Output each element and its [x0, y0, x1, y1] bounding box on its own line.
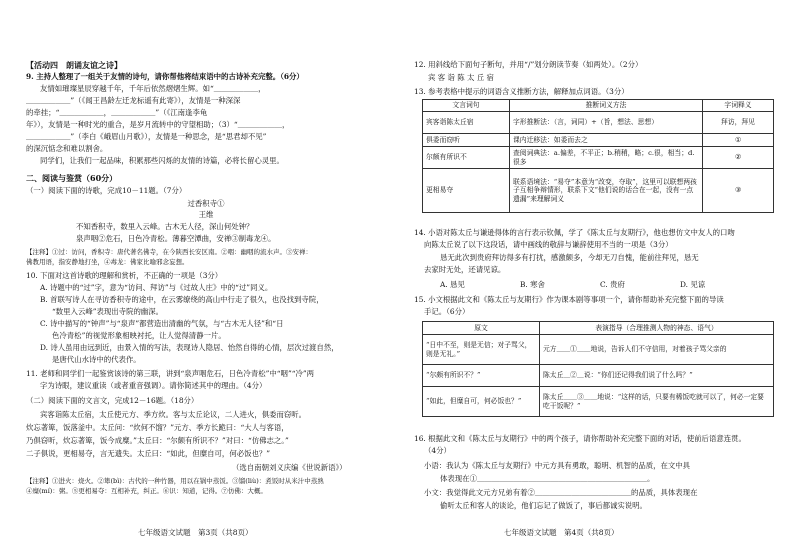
table-cell: “日中不至，则是无信；对子骂父，则是无礼。”	[423, 335, 540, 365]
question-10-option-d-cont: 是唐代山水诗中的代表作。	[52, 355, 141, 364]
question-10-option-c: C. 诗中描写的“钟声”与“泉声”都营造出清幽的气氛，与“古木无人径”和“日	[40, 319, 284, 328]
question-11-stem: 11. 老师和同学们一起鉴赏该诗的第三联，讲到“泉声咽危石，日色冷青松”中“咽”“冷”两	[26, 369, 315, 378]
table-row	[423, 365, 774, 387]
classical-text-line: 二子俱说，更相易夺，言无遗失。太丘曰：“如此，但糜自可，何必饭也？”	[26, 449, 271, 458]
table-row	[423, 112, 774, 134]
question-14-passage: 恳无此次到贵府拜访得多有打扰，感激颇多，今却无刀自愧，能前往拜见，恳无	[440, 253, 699, 262]
question-11-stem-cont: 字为诗眼，建议重读（或者重音强调）。请你简述其中的理由。（4分）	[40, 381, 267, 390]
activity-title: 【活动四 朗诵友谊之诗】	[26, 60, 122, 70]
classical-text-notes: ④糜(mí)：粥。⑤更相易夺：互相补充，纠正。⑥识：知道，记得。⑦仿佛：大概。	[26, 487, 267, 495]
dialogue-line: 小语：我认为《陈太丘与友期行》中元方具有勇敢，聪明、机智的品质，在文中具	[424, 461, 691, 470]
table-cell: 课内迁移法：如委而去之	[510, 134, 703, 147]
question-14-passage: 去家时无处，还请见谅。	[424, 265, 506, 274]
question-9-text: 友情如璀璨星辰穿越千年，千年后依然熠熠生辉。如“＿＿＿＿＿＿，	[40, 84, 266, 93]
answer-blank-2[interactable]: 陈太丘＿②＿说：“你们还记得我们说了什么吗？”	[540, 365, 774, 387]
table-cell: 字形推断法：（言，词同）+（旨，想法、思想）	[510, 112, 703, 134]
dialogue-line[interactable]: 小文：我觉得此文元方兄弟有着②＿＿＿＿＿＿＿＿＿＿＿＿＿的品质，具体表现在	[424, 488, 698, 497]
table-row	[423, 387, 774, 417]
answer-blank-1[interactable]: ①	[703, 134, 774, 147]
table-row	[423, 134, 774, 147]
question-10-stem: 10. 下面对这首诗歌的理解和赏析，不正确的一项是（3分）	[26, 271, 223, 280]
part-2-heading: （二）阅读下面的文言文，完成12－16题。（18分）	[26, 396, 199, 405]
question-13-table	[422, 99, 774, 213]
table-cell: 拜访，拜见	[703, 112, 774, 134]
poem-title: 过香积寺①	[187, 199, 225, 208]
question-14-option-d[interactable]: D. 见谅	[680, 280, 706, 289]
answer-blank-3[interactable]: ③	[703, 169, 774, 213]
exam-page-4	[400, 0, 794, 551]
question-9-text: 年》），友情是一种时光的重合，是岁月流转中的守望相助；（3）“＿＿＿＿＿＿，	[26, 120, 290, 129]
section-2-heading: 二、阅读与鉴赏（60分）	[26, 173, 118, 183]
question-15-table	[422, 321, 774, 417]
question-9-stem: 9. 主持人整理了一组关于友情的诗句，请你帮他将结束语中的古诗补充完整。（6分）	[26, 72, 304, 81]
poem-line: 不知香积寺，数里入云峰。古木无人径，深山何处钟？	[76, 222, 254, 231]
table-cell: “如此，但糜自可，何必饭也？”	[423, 387, 540, 417]
answer-blank-3[interactable]: 陈太丘＿＿③＿＿地说：“这样的话，只要有稀饭吃就可以了，何必一定要吃干饭呢？”	[540, 387, 774, 417]
table-cell: “尔颇有所识不？”	[423, 365, 540, 387]
question-14-stem-cont: 向陈太丘说了以下这段话，请中画线的敬辞与谦辞使用不当的一项是（3分）	[424, 240, 673, 249]
table-row	[423, 147, 774, 169]
table-cell: 查阅词典法：a.偏差，不平正；b.稍稍，略；c.很，相当；d.很多	[510, 147, 703, 169]
table-row	[423, 335, 774, 365]
poem-notes: 佛教用语，指安静地打坐，④毒龙：佛家比喻邪念妄想。	[26, 258, 189, 266]
question-12-stem: 12. 用斜线给下面句子断句，并用“/”划分朗读节奏（如两处）。（2分）	[414, 60, 643, 69]
question-9-text: 的牵挂；“＿＿＿＿＿＿，＿＿＿＿＿＿”（《江南逢李龟	[26, 108, 208, 117]
question-10-option-a: A. 诗题中的“过”字，意为“访问、拜访”与《过故人庄》中的“过”同义。	[40, 283, 273, 292]
question-9-text: 同学们，让我们一起品味，积累那些闪烁的友情的诗篇，必将长留心灵里。	[40, 156, 284, 165]
question-10-option-b: B. 首联写诗人在寻访香积寺的途中，在云雾缭绕的高山中行走了很久，也没找到寺院，	[40, 295, 324, 304]
table-header: 推断词义方法	[510, 100, 703, 112]
question-9-text: ＿＿＿＿＿＿”（《闻王昌龄左迁龙标遥有此寄》），友情是一种深深	[26, 96, 241, 105]
table-header: 文言词句	[423, 100, 510, 112]
table-cell: 宾客诣陈太丘宿	[423, 112, 510, 134]
table-row	[423, 169, 774, 213]
question-10-option-b-cont: “数里入云峰”表现出寺院的幽深。	[52, 307, 164, 316]
answer-blank-2[interactable]: ②	[703, 147, 774, 169]
classical-text-line: 乃俱窃听，炊忘著箄，饭今成糜。”太丘曰：“尔颇有所识不？”对曰：“仿佛志之。”	[26, 436, 289, 445]
question-10-option-c-cont: 色冷青松”的视觉形象相映衬托，让人觉得清静一片。	[52, 331, 226, 340]
page-footer: 七年级语文试题 第3页（共8页）	[138, 528, 253, 537]
table-cell: 联系语境法：“易夺”本意为“改变，夺取”，这里可以联想两孩子互相争辩情形，联系下文“他们说的话合在一起，没有一点遗漏”来理解词义	[510, 169, 703, 213]
question-9-text: 的深沉惦念和难以割舍。	[26, 144, 108, 153]
classical-text-line: 宾客诣陈太丘宿，太丘使元方、季方炊。客与太丘论议，二人进火，俱委而窃听。	[40, 410, 307, 419]
table-header: 原文	[423, 322, 540, 335]
page-footer: 七年级语文试题 第4页（共8页）	[504, 528, 619, 537]
table-header: 字词释义	[703, 100, 774, 112]
table-header: 表演指导（合理推测人物的神态、语气）	[540, 322, 774, 335]
question-15-stem: 15. 小文根据此文和《陈太丘与友期行》作为课本剧等事项一个，请你帮助补充完整下面的导读	[414, 295, 724, 304]
answer-blank-1[interactable]: 体表现在①＿＿＿＿＿＿＿＿＿＿＿＿＿＿＿＿＿＿＿＿＿＿＿。	[440, 474, 655, 483]
poem-line: 泉声咽②危石，日色冷青松。薄暮空潭曲，安禅③制毒龙④。	[76, 234, 276, 243]
question-16-stem-cont: （4分）	[424, 446, 451, 455]
binding-edge-marks	[2, 8, 5, 538]
question-14-stem: 14. 小语对陈太丘与谦逊得体的言行表示钦佩，学了《陈太丘与友期行》，他也想仿文中友人的口吻	[414, 228, 735, 237]
question-13-stem: 13. 参考表格中提示的词语含义推断方法，解释加点词语。（3分）	[414, 87, 629, 96]
table-cell: 俱委而窃听	[423, 134, 510, 147]
question-14-option-c[interactable]: C. 贵府	[600, 280, 625, 289]
question-12-sentence: 宾 客 诣 陈 太 丘 宿	[428, 73, 494, 82]
question-16-stem: 16. 根据此文和《陈太丘与友期行》中的两个孩子，请你帮助补充完整下面的对话，使前后语意连贯。	[414, 434, 746, 443]
classical-text-notes: 【注释】①进火：烧火。②箄(bì)：古代的一种竹器，用以在锅中蒸饭。③馏(liù)：煮饭时从米汁中蒸熟	[26, 477, 324, 485]
question-15-stem-cont: 手记。（6分）	[424, 307, 470, 316]
answer-blank-1[interactable]: 元方＿＿①＿＿地说，告诉人们不守信用，对着孩子骂父亲的	[540, 335, 774, 365]
question-10-option-d: D. 诗人虽用由远到近，由景入情的写法，表现诗人隐居、怡然自得的心情，层次过渡自然，	[40, 343, 339, 352]
question-9-text: ＿＿＿＿＿＿”（李白《峨眉山月歌》），友情是一种思念，是“思君却不见”	[26, 132, 267, 141]
poem-author: 王维	[198, 210, 214, 219]
classical-text-source: （选自南朝刘义庆编《世说新语》）	[232, 463, 347, 472]
poem-notes: 【注释】①过：访问，香积寺：唐代著名佛寺，在今陕西长安区南。②咽：幽咽的流水声。③安禅：	[26, 248, 312, 256]
question-14-option-a[interactable]: A. 恳见	[440, 280, 465, 289]
table-cell: 尔颇有所识不	[423, 147, 510, 169]
part-1-heading: （一）阅读下面的诗歌，完成10－11题。（7分）	[26, 186, 187, 195]
classical-text-line: 炊忘著箄，饭落釜中。太丘问：“炊何不馏？”元方、季方长跪曰：“大人与客语，	[26, 423, 289, 432]
question-14-option-b[interactable]: B. 寒舍	[520, 280, 545, 289]
table-cell: 更相易夺	[423, 169, 510, 213]
dialogue-line: 偷听太丘和客人的谈论，他们忘记了做饭了，事后都诚实说明。	[440, 501, 647, 510]
